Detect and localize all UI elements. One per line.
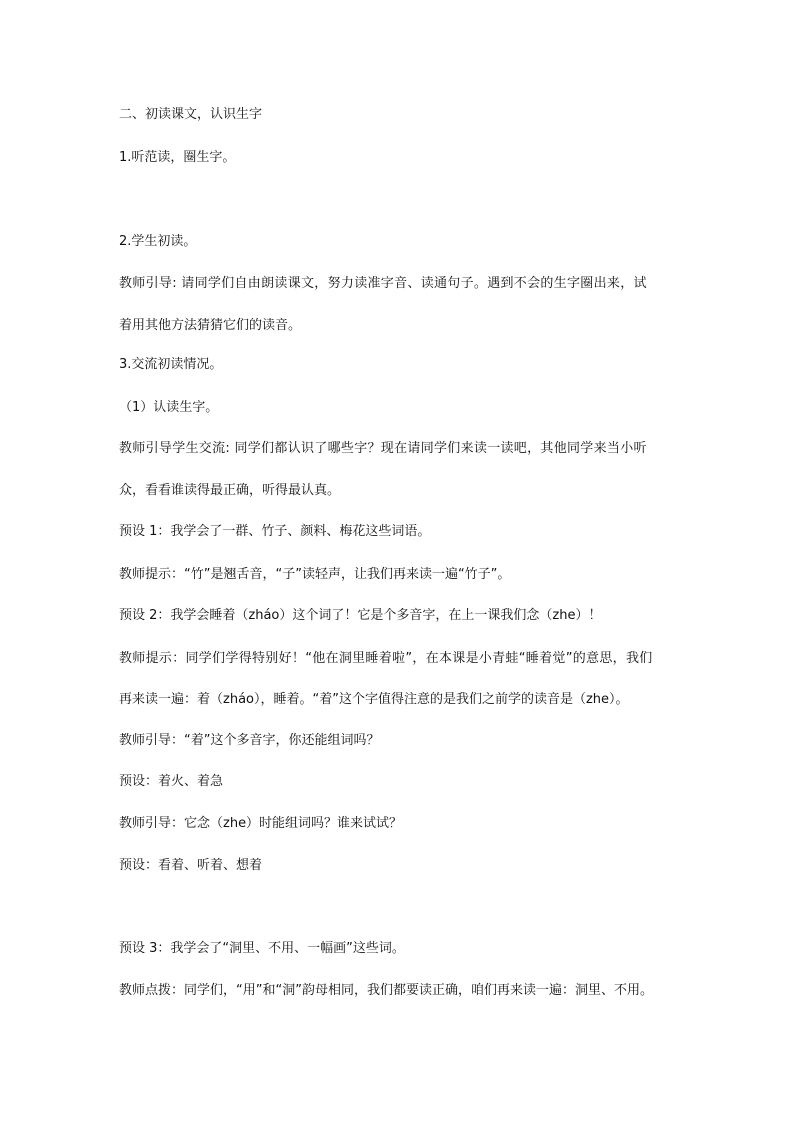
- step-2-text: 2.学生初读。: [119, 234, 197, 249]
- paragraph-line: 教师提示：同学们学得特别好！“他在洞里睡着啦”，在本课是小青蛙“睡着觉”的意思，我们: [119, 651, 653, 666]
- paragraph-line: 教师提示：“竹”是翘舌音，“子”读轻声，让我们再来读一遍“竹子”。: [119, 567, 511, 582]
- substep-text: （1）认读生字。: [119, 400, 219, 415]
- step-1-text: 1.听范读，圈生字。: [119, 150, 236, 165]
- paragraph-line: 众，看看谁读得最正确，听得最认真。: [119, 483, 341, 498]
- paragraph-line: 预设：看着、听着、想着: [119, 858, 263, 873]
- paragraph-line: 再来读一遍：着（zháo），睡着。“着”这个字值得注意的是我们之前学的读音是（zhe）。: [119, 692, 629, 707]
- paragraph-line: 预设：着火、着急: [119, 774, 224, 789]
- section-heading: 二、初读课文，认识生字: [119, 107, 263, 122]
- paragraph-line: 着用其他方法猜猜它们的读音。: [119, 318, 302, 333]
- paragraph-line: 教师引导：它念（zhe）时能组词吗？谁来试试？: [119, 816, 403, 831]
- paragraph-line: 教师点拨：同学们，“用”和“洞”韵母相同，我们都要读正确，咱们再来读一遍：洞里、不用。: [119, 983, 653, 998]
- paragraph-line: 预设 2：我学会睡着（zháo）这个词了！它是个多音字，在上一课我们念（zhe）！: [119, 608, 602, 623]
- paragraph-line: 预设 3：我学会了“洞里、不用、一幅画”这些词。: [119, 941, 405, 956]
- paragraph-line: 教师引导学生交流: 同学们都认识了哪些字？现在请同学们来读一读吧，其他同学来当小听: [119, 441, 647, 456]
- paragraph-line: 教师引导：“着”这个多音字，你还能组词吗？: [119, 733, 380, 748]
- paragraph-line: 教师引导: 请同学们自由朗读课文，努力读准字音、读通句子。遇到不会的生字圈出来，试: [119, 276, 647, 291]
- step-3-text: 3.交流初读情况。: [119, 357, 223, 372]
- paragraph-line: 预设 1：我学会了一群、竹子、颜料、梅花这些词语。: [119, 524, 431, 539]
